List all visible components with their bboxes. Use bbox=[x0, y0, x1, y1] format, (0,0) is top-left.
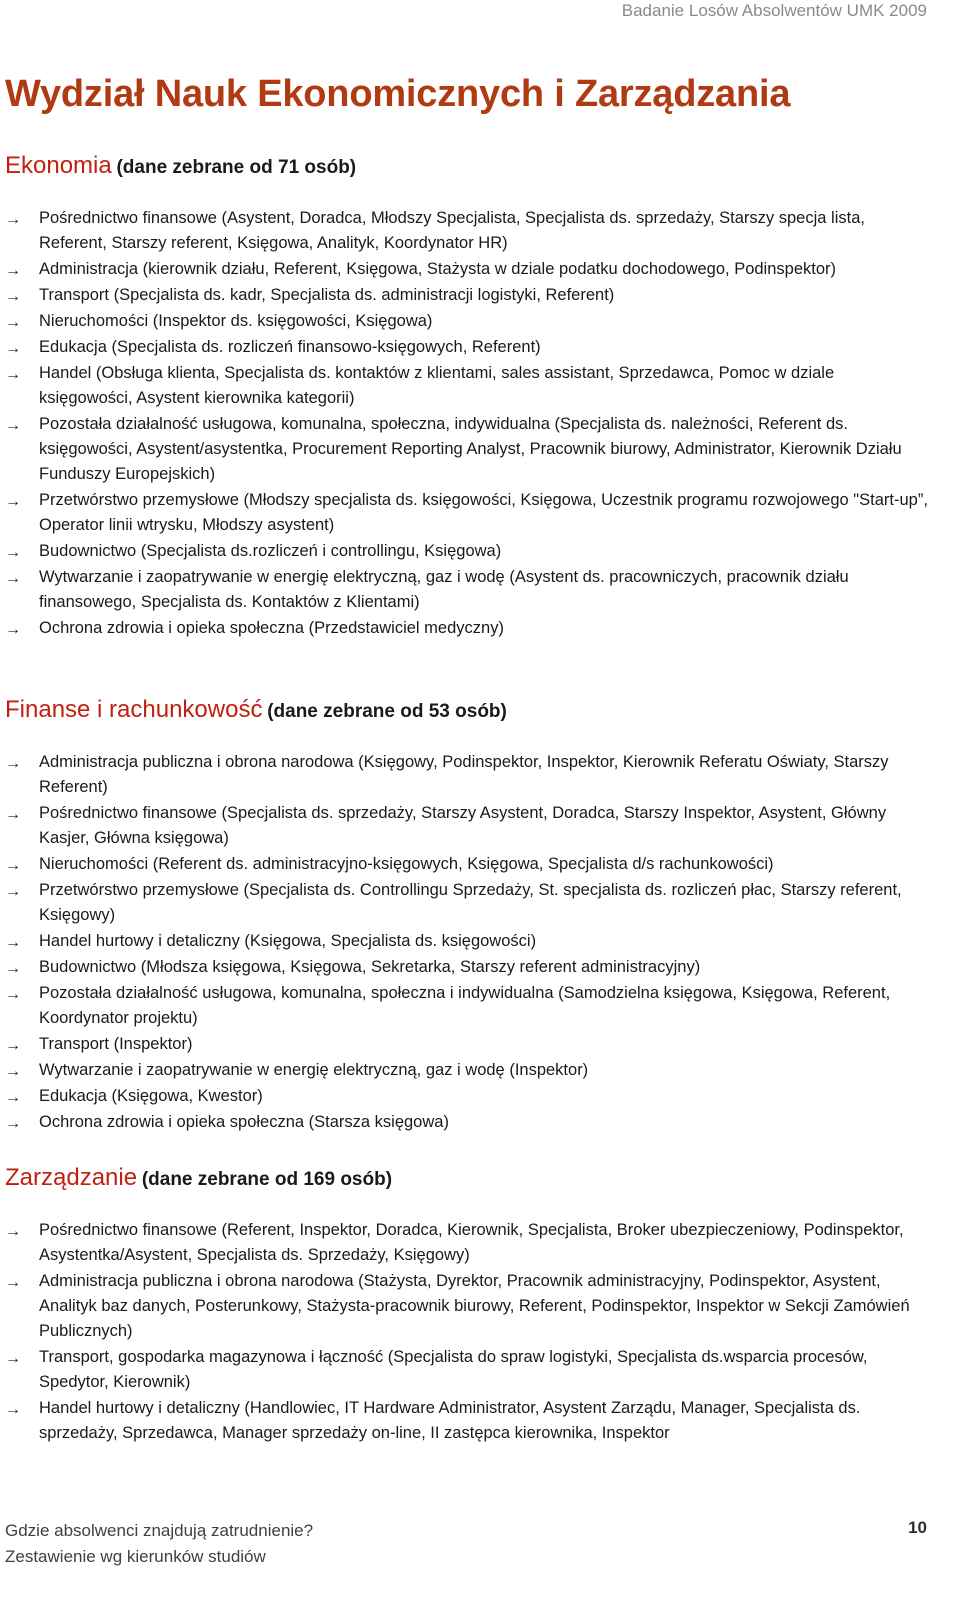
list-item bbox=[0, 309, 960, 334]
arrow-icon: → bbox=[5, 1115, 21, 1132]
section-finanse bbox=[0, 696, 960, 1136]
list-item bbox=[0, 283, 960, 308]
arrow-icon: → bbox=[5, 934, 21, 951]
item-text: Nieruchomości (Referent ds. administracyjno-księgowych, Księgowa, Specjalista d/s rachunkowości) bbox=[39, 855, 774, 873]
arrow-icon: → bbox=[5, 883, 21, 900]
list-item bbox=[0, 1084, 960, 1109]
item-text: Transport (Specjalista ds. kadr, Specjalista ds. administracji logistyki, Referent) bbox=[39, 286, 615, 304]
item-text: Pośrednictwo finansowe (Asystent, Doradca, Młodszy Specjalista, Specjalista ds. sprzedaży, Starszy specja lista, Referent, Starszy referent, Księgowa, Analityk, Koordynator HR) bbox=[39, 209, 865, 252]
list-item bbox=[0, 206, 960, 256]
arrow-icon: → bbox=[5, 340, 21, 357]
arrow-icon: → bbox=[5, 857, 21, 874]
list-item bbox=[0, 1396, 960, 1446]
list-item bbox=[0, 878, 960, 928]
section-heading bbox=[5, 696, 960, 724]
arrow-icon: → bbox=[5, 621, 21, 638]
item-text: Handel hurtowy i detaliczny (Księgowa, Specjalista ds. księgowości) bbox=[39, 932, 537, 950]
respondent-count: (dane zebrane od 53 osób) bbox=[267, 701, 507, 722]
list-item bbox=[0, 488, 960, 538]
respondent-count: (dane zebrane od 169 osób) bbox=[141, 1169, 393, 1190]
list-item bbox=[0, 1269, 960, 1344]
list-item bbox=[0, 565, 960, 615]
arrow-icon: → bbox=[5, 288, 21, 305]
running-header: Badanie Losów Absolwentów UMK 2009 bbox=[621, 1, 927, 20]
arrow-icon: → bbox=[5, 1089, 21, 1106]
arrow-icon: → bbox=[5, 314, 21, 331]
section-heading bbox=[5, 1164, 960, 1192]
arrow-icon: → bbox=[5, 366, 21, 383]
list-item bbox=[0, 1110, 960, 1135]
item-text: Budownictwo (Młodsza księgowa, Księgowa, Sekretarka, Starszy referent administracyjny) bbox=[39, 958, 701, 976]
footer-line-1: Gdzie absolwenci znajdują zatrudnienie? bbox=[5, 1521, 314, 1540]
respondent-count: (dane zebrane od 71 osób) bbox=[116, 157, 357, 178]
industry-list bbox=[0, 1218, 960, 1446]
arrow-icon: → bbox=[5, 960, 21, 977]
section-heading bbox=[5, 152, 960, 180]
list-item bbox=[0, 1345, 960, 1395]
item-text: Edukacja (Księgowa, Kwestor) bbox=[39, 1087, 263, 1105]
faculty-title: Wydział Nauk Ekonomicznych i Zarządzania bbox=[5, 73, 791, 115]
page-number: 10 bbox=[908, 1518, 927, 1537]
list-item bbox=[0, 801, 960, 851]
arrow-icon: → bbox=[5, 493, 21, 510]
item-text: Wytwarzanie i zaopatrywanie w energię elektryczną, gaz i wodę (Inspektor) bbox=[39, 1061, 589, 1079]
item-text: Pozostała działalność usługowa, komunalna, społeczna i indywidualna (Samodzielna księgowa, Księgowa, Referent, Koordynator projektu) bbox=[39, 984, 891, 1027]
arrow-icon: → bbox=[5, 1037, 21, 1054]
list-item bbox=[0, 1058, 960, 1083]
arrow-icon: → bbox=[5, 986, 21, 1003]
footer-line-2: Zestawienie wg kierunków studiów bbox=[5, 1547, 266, 1566]
item-text: Przetwórstwo przemysłowe (Młodszy specjalista ds. księgowości, Księgowa, Uczestnik programu rozwojowego "Start-up”, Operator linii wtrysku, Młodszy asystent) bbox=[39, 491, 928, 534]
section-name: Finanse i rachunkowość bbox=[5, 696, 263, 723]
arrow-icon: → bbox=[5, 544, 21, 561]
item-text: Edukacja (Specjalista ds. rozliczeń finansowo-księgowych, Referent) bbox=[39, 338, 541, 356]
item-text: Administracja (kierownik działu, Referent, Księgowa, Stażysta w dziale podatku dochodowego, Podinspektor) bbox=[39, 260, 836, 278]
arrow-icon: → bbox=[5, 755, 21, 772]
item-text: Pozostała działalność usługowa, komunalna, społeczna, indywidualna (Specjalista ds. należności, Referent ds. księgowości, Asystent/asystentka, Procurement Reporting Analyst, Pracownik biurowy, Administrator, Kierownik Działu Funduszy Europejskich) bbox=[39, 415, 902, 483]
arrow-icon: → bbox=[5, 1401, 21, 1418]
list-item bbox=[0, 1218, 960, 1268]
list-item bbox=[0, 852, 960, 877]
section-zarzadzanie bbox=[0, 1164, 960, 1447]
item-text: Ochrona zdrowia i opieka społeczna (Starsza księgowa) bbox=[39, 1113, 449, 1131]
arrow-icon: → bbox=[5, 570, 21, 587]
list-item bbox=[0, 539, 960, 564]
section-name: Ekonomia bbox=[5, 152, 112, 179]
arrow-icon: → bbox=[5, 1063, 21, 1080]
list-item bbox=[0, 750, 960, 800]
arrow-icon: → bbox=[5, 211, 21, 228]
list-item bbox=[0, 257, 960, 282]
list-item bbox=[0, 412, 960, 487]
item-text: Handel hurtowy i detaliczny (Handlowiec, IT Hardware Administrator, Asystent Zarządu, Manager, Specjalista ds. sprzedaży, Sprzedawca, Manager sprzedaży on-line, II zastępca kierownika, Inspektor bbox=[39, 1399, 861, 1442]
list-item bbox=[0, 981, 960, 1031]
section-name: Zarządzanie bbox=[5, 1164, 138, 1191]
item-text: Nieruchomości (Inspektor ds. księgowości, Księgowa) bbox=[39, 312, 433, 330]
item-text: Wytwarzanie i zaopatrywanie w energię elektryczną, gaz i wodę (Asystent ds. pracowniczych, pracownik działu finansowego, Specjalista ds. Kontaktów z Klientami) bbox=[39, 568, 849, 611]
list-item bbox=[0, 335, 960, 360]
item-text: Handel (Obsługa klienta, Specjalista ds. kontaktów z klientami, sales assistant, Sprzedawca, Pomoc w dziale księgowości, Asystent kierownika kategorii) bbox=[39, 364, 835, 407]
page-footer bbox=[5, 1518, 313, 1570]
list-item bbox=[0, 361, 960, 411]
item-text: Pośrednictwo finansowe (Specjalista ds. sprzedaży, Starszy Asystent, Doradca, Starszy Inspektor, Asystent, Główny Kasjer, Główna księgowa) bbox=[39, 804, 887, 847]
arrow-icon: → bbox=[5, 262, 21, 279]
section-ekonomia bbox=[0, 152, 960, 642]
list-item bbox=[0, 616, 960, 641]
item-text: Ochrona zdrowia i opieka społeczna (Przedstawiciel medyczny) bbox=[39, 619, 504, 637]
list-item bbox=[0, 929, 960, 954]
item-text: Administracja publiczna i obrona narodowa (Księgowy, Podinspektor, Inspektor, Kierownik Referatu Oświaty, Starszy Referent) bbox=[39, 753, 889, 796]
arrow-icon: → bbox=[5, 417, 21, 434]
item-text: Administracja publiczna i obrona narodowa (Stażysta, Dyrektor, Pracownik administracyjny, Podinspektor, Asystent, Analityk baz danych, Posterunkowy, Stażysta-pracownik biurowy, Referent, Podinspektor, Inspektor w Sekcji Zamówień Publicznych) bbox=[39, 1272, 910, 1340]
arrow-icon: → bbox=[5, 1223, 21, 1240]
arrow-icon: → bbox=[5, 1274, 21, 1291]
list-item bbox=[0, 1032, 960, 1057]
industry-list bbox=[0, 206, 960, 641]
item-text: Transport, gospodarka magazynowa i łączność (Specjalista do spraw logistyki, Specjalista ds.wsparcia procesów, Spedytor, Kierownik) bbox=[39, 1348, 868, 1391]
list-item bbox=[0, 955, 960, 980]
item-text: Pośrednictwo finansowe (Referent, Inspektor, Doradca, Kierownik, Specjalista, Broker ubezpieczeniowy, Podinspektor, Asystentka/Asystent, Specjalista ds. Sprzedaży, Księgowy) bbox=[39, 1221, 904, 1264]
arrow-icon: → bbox=[5, 1350, 21, 1367]
item-text: Budownictwo (Specjalista ds.rozliczeń i controllingu, Księgowa) bbox=[39, 542, 502, 560]
arrow-icon: → bbox=[5, 806, 21, 823]
item-text: Transport (Inspektor) bbox=[39, 1035, 193, 1053]
item-text: Przetwórstwo przemysłowe (Specjalista ds. Controllingu Sprzedaży, St. specjalista ds. rozliczeń płac, Starszy referent, Księgowy) bbox=[39, 881, 902, 924]
industry-list bbox=[0, 750, 960, 1135]
